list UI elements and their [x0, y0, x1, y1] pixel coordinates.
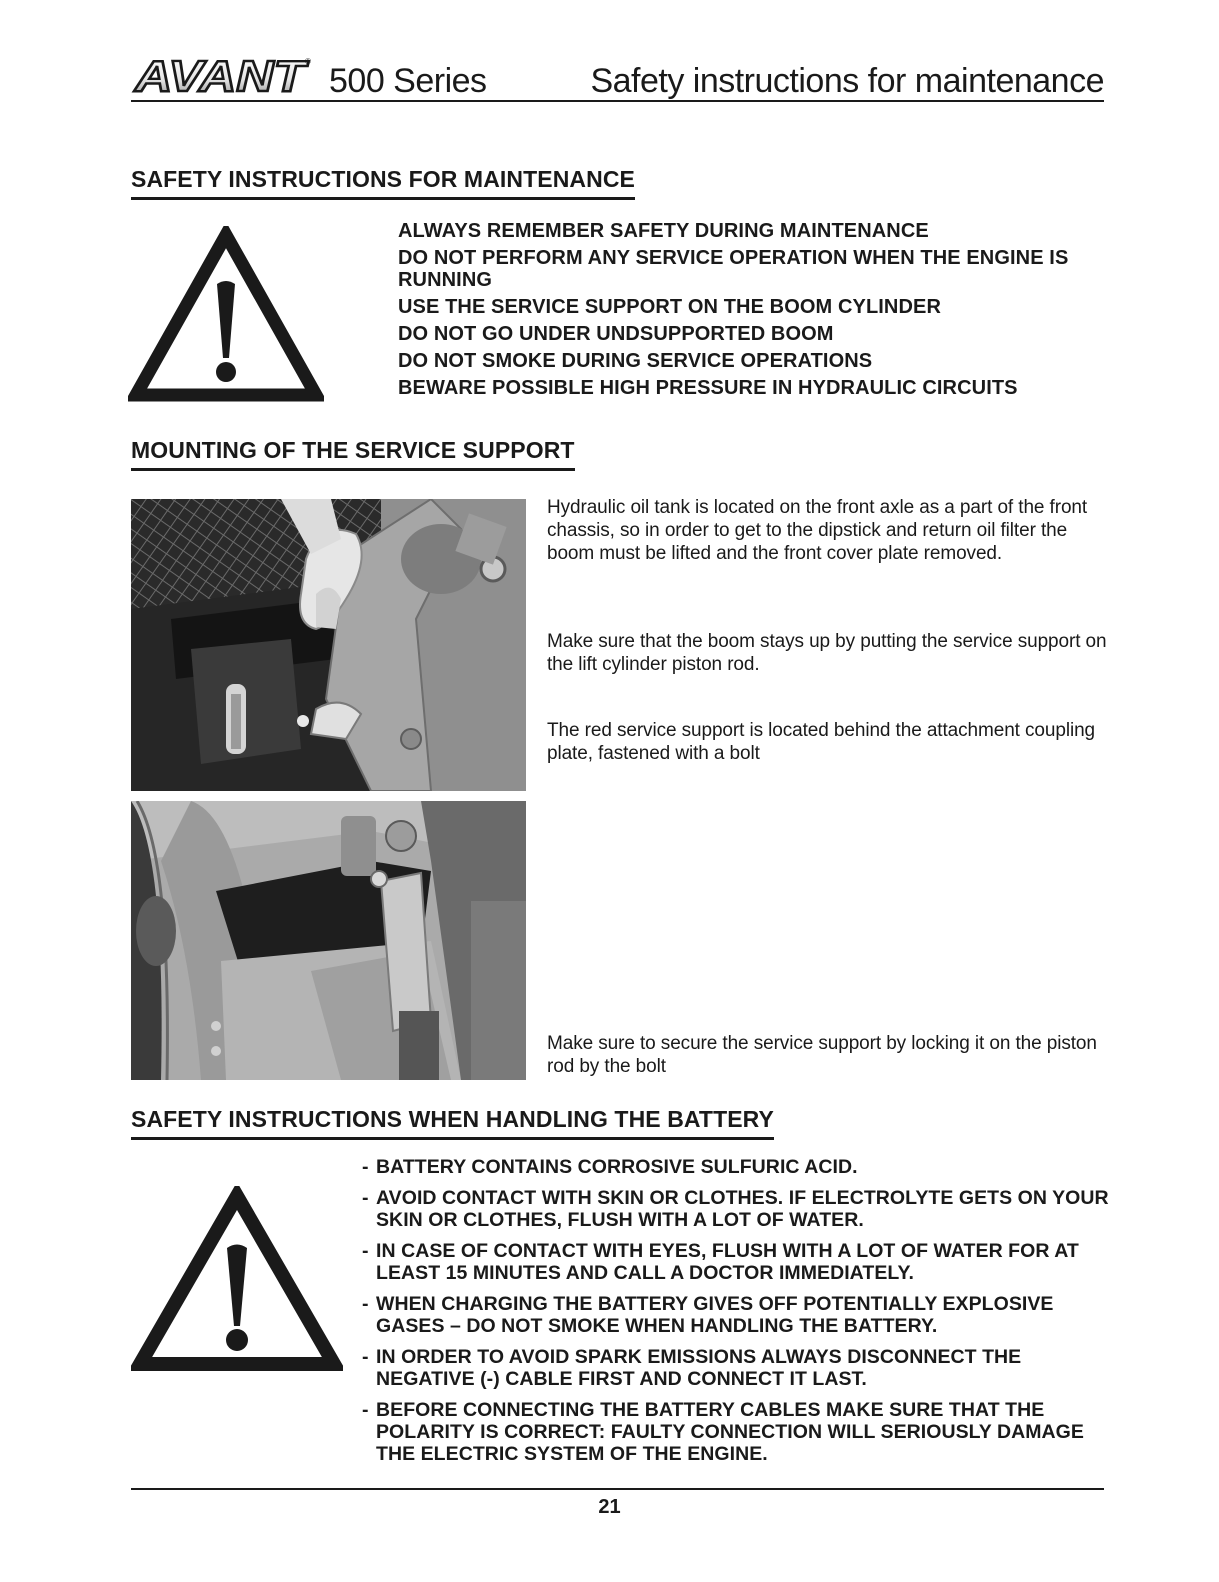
- bullet-dash: -: [362, 1399, 369, 1421]
- maintenance-heading: SAFETY INSTRUCTIONS FOR MAINTENANCE: [131, 166, 635, 200]
- svg-text:®: ®: [305, 57, 311, 66]
- warning-triangle-icon: [131, 1186, 343, 1372]
- rule-item: BEWARE POSSIBLE HIGH PRESSURE IN HYDRAULIC CIRCUITS: [398, 377, 1018, 399]
- service-support-photo-1: [131, 499, 526, 791]
- battery-rules-list: [362, 1156, 1122, 1474]
- bullet-dash: -: [362, 1187, 369, 1209]
- battery-item: [362, 1240, 1122, 1284]
- service-support-paragraph: Make sure to secure the service support by locking it on the piston rod by the bolt: [547, 1033, 1097, 1077]
- service-support-paragraph: Make sure that the boom stays up by putting the service support on the lift cylinder piston rod.: [547, 631, 1107, 675]
- page-number: 21: [598, 1496, 621, 1518]
- bullet-dash: -: [362, 1346, 369, 1368]
- document-title: Safety instructions for maintenance: [590, 62, 1104, 100]
- logo-text: AVANT: [133, 54, 309, 96]
- battery-item: [362, 1346, 1122, 1390]
- battery-item: [362, 1156, 1122, 1178]
- footer-divider: [131, 1488, 1104, 1490]
- battery-item-text: IN ORDER TO AVOID SPARK EMISSIONS ALWAYS DISCONNECT THE NEGATIVE (-) CABLE FIRST AND CONNECT IT LAST.: [376, 1346, 1022, 1390]
- maintenance-rules-list: [398, 220, 1110, 404]
- battery-item-text: WHEN CHARGING THE BATTERY GIVES OFF POTENTIALLY EXPLOSIVE GASES – DO NOT SMOKE WHEN HANDLING THE BATTERY.: [376, 1293, 1054, 1337]
- rule-item: DO NOT PERFORM ANY SERVICE OPERATION WHEN THE ENGINE IS RUNNING: [398, 247, 1069, 291]
- bullet-dash: -: [362, 1240, 369, 1262]
- service-support-heading: MOUNTING OF THE SERVICE SUPPORT: [131, 437, 575, 471]
- rule-item: USE THE SERVICE SUPPORT ON THE BOOM CYLINDER: [398, 296, 941, 318]
- avant-logo: [131, 54, 313, 96]
- battery-item-text: IN CASE OF CONTACT WITH EYES, FLUSH WITH A LOT OF WATER FOR AT LEAST 15 MINUTES AND CALL A DOCTOR IMMEDIATELY.: [376, 1240, 1079, 1284]
- battery-item: [362, 1399, 1122, 1465]
- battery-item-text: BEFORE CONNECTING THE BATTERY CABLES MAKE SURE THAT THE POLARITY IS CORRECT: FAULTY CONNECTION WILL SERIOUSLY DAMAGE THE ELECTRIC SYSTEM OF THE ENGINE.: [376, 1399, 1084, 1465]
- series-label: 500 Series: [329, 62, 487, 100]
- page-header: [131, 52, 1104, 102]
- service-support-photo-2: [131, 801, 526, 1080]
- bullet-dash: -: [362, 1156, 369, 1178]
- service-support-paragraph: The red service support is located behind the attachment coupling plate, fastened with a bolt: [547, 720, 1095, 764]
- battery-item: [362, 1187, 1122, 1231]
- battery-item-text: BATTERY CONTAINS CORROSIVE SULFURIC ACID.: [376, 1156, 858, 1178]
- rule-item: DO NOT SMOKE DURING SERVICE OPERATIONS: [398, 350, 873, 372]
- battery-item: [362, 1293, 1122, 1337]
- battery-heading: SAFETY INSTRUCTIONS WHEN HANDLING THE BATTERY: [131, 1106, 774, 1140]
- rule-item: DO NOT GO UNDER UNDSUPPORTED BOOM: [398, 323, 834, 345]
- bullet-dash: -: [362, 1293, 369, 1315]
- battery-item-text: AVOID CONTACT WITH SKIN OR CLOTHES. IF ELECTROLYTE GETS ON YOUR SKIN OR CLOTHES, FLUSH WITH A LOT OF WATER.: [376, 1187, 1109, 1231]
- rule-item: ALWAYS REMEMBER SAFETY DURING MAINTENANCE: [398, 220, 929, 242]
- service-support-paragraph: Hydraulic oil tank is located on the front axle as a part of the front chassis, so in order to get to the dipstick and return oil filter the boom must be lifted and the front cover plate removed.: [547, 497, 1088, 564]
- warning-triangle-icon: [128, 226, 324, 402]
